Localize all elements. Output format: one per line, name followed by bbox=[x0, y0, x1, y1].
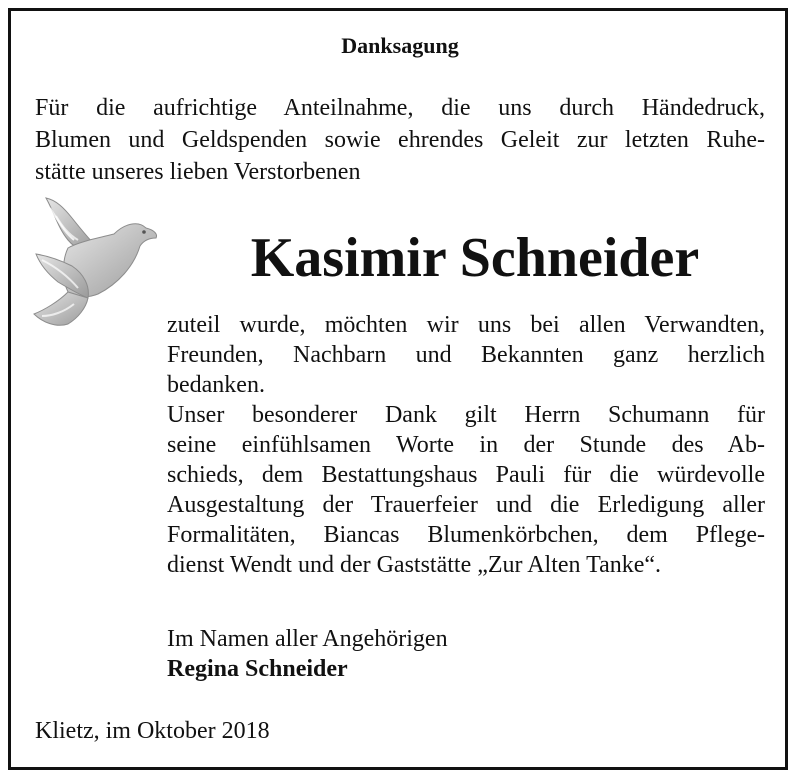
body-line: bedanken. bbox=[167, 372, 265, 398]
intro-line: Für die aufrichtige Anteilnahme, die uns durch Händedruck, bbox=[35, 95, 765, 121]
body-line: dienst Wendt und der Gaststätte „Zur Alten Tanke“. bbox=[167, 552, 662, 578]
body-line: seine einfühlsamen Worte in der Stunde des Ab- bbox=[167, 432, 765, 458]
signer-name: Regina Schneider bbox=[167, 656, 348, 682]
body-line: Unser besonderer Dank gilt Herrn Schumann für bbox=[167, 402, 765, 428]
deceased-name: Kasimir Schneider bbox=[250, 227, 700, 289]
body-line: Ausgestaltung der Trauerfeier und die Erledigung aller bbox=[167, 492, 765, 518]
closing-line: Im Namen aller Angehörigen bbox=[167, 626, 448, 652]
place-date: Klietz, im Oktober 2018 bbox=[35, 718, 270, 744]
body-line: zuteil wurde, möchten wir uns bei allen Verwandten, bbox=[167, 312, 765, 338]
intro-line: Blumen und Geldspenden sowie ehrendes Geleit zur letzten Ruhe- bbox=[35, 127, 765, 153]
body-line: Formalitäten, Biancas Blumenkörbchen, dem Pflege- bbox=[167, 522, 765, 548]
notice-heading: Danksagung bbox=[341, 33, 459, 58]
closing-block bbox=[167, 624, 448, 684]
intro-paragraph bbox=[35, 92, 765, 188]
intro-line: stätte unseres lieben Verstorbenen bbox=[35, 159, 361, 185]
thanks-paragraph bbox=[167, 310, 765, 580]
body-line: Freunden, Nachbarn und Bekannten ganz herzlich bbox=[167, 342, 765, 368]
body-line: schieds, dem Bestattungshaus Pauli für die würdevolle bbox=[167, 462, 765, 488]
